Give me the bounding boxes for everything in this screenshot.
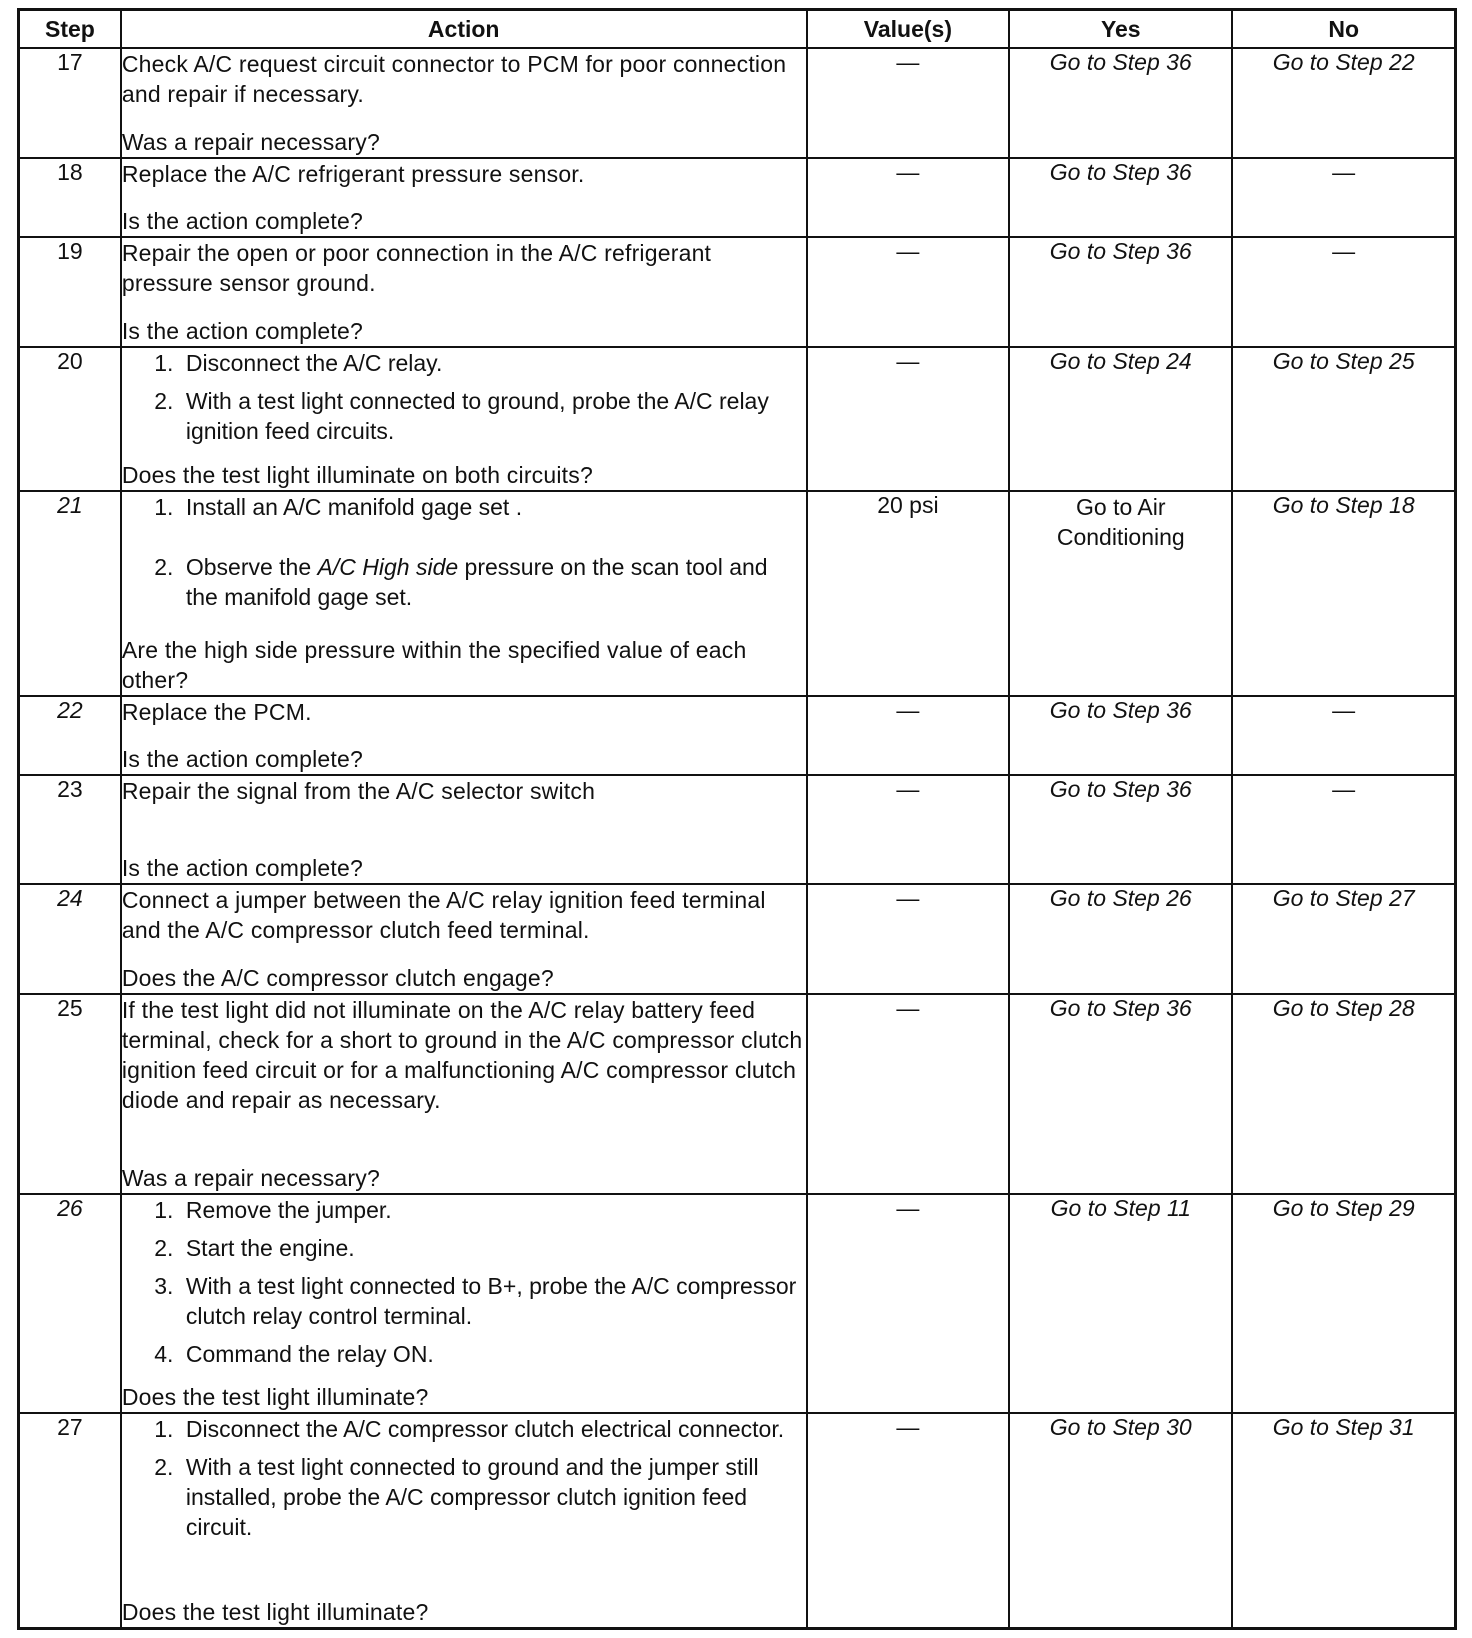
table-row [19,884,1456,994]
no-cell: — [1232,237,1455,347]
no-cell: — [1232,158,1455,238]
value-cell: — [807,158,1010,238]
action-question: Is the action complete? [121,317,363,344]
action-steps [122,1195,806,1369]
action-question: Does the A/C compressor clutch engage? [121,964,554,991]
yes-cell: Go to Step 36 [1009,237,1232,347]
no-cell: — [1232,696,1455,775]
action-step-text: Observe the [185,554,318,581]
table-row [19,48,1456,158]
action-step [180,552,806,612]
table-row [19,696,1456,775]
header-yes: Yes [1009,10,1232,49]
action-step-emphasis: A/C High side [317,554,459,581]
table-row [19,1413,1456,1628]
value-cell: — [807,696,1010,775]
action-step: 1. Remove the jumper. [180,1195,806,1225]
yes-cell: Go to Step 36 [1009,994,1232,1195]
step-number: 20 [19,347,121,492]
table-row [19,158,1456,238]
yes-cell: Go to Air Conditioning [1009,491,1232,696]
action-text: Repair the open or poor connection in the A/C refrigerant pressure sensor ground. [121,240,712,297]
action-cell [121,775,807,885]
table-row [19,775,1456,885]
action-question: Does the test light illuminate? [121,1384,429,1411]
step-number: 26 [19,1194,121,1413]
action-cell [121,158,807,238]
action-question: Was a repair necessary? [121,128,380,155]
step-number: 27 [19,1413,121,1628]
action-cell [121,1413,807,1628]
no-cell: Go to Step 28 [1232,994,1455,1195]
step-number: 21 [19,491,121,696]
action-text: Replace the A/C refrigerant pressure sensor. [121,160,585,187]
action-cell [121,994,807,1195]
action-steps [122,348,806,454]
step-number: 25 [19,994,121,1195]
action-step: 3. With a test light connected to B+, probe the A/C compressor clutch relay control terminal. [180,1271,806,1331]
header-values: Value(s) [807,10,1010,49]
value-cell: — [807,1413,1010,1628]
action-cell [121,696,807,775]
table-row [19,491,1456,696]
yes-cell: Go to Step 30 [1009,1413,1232,1628]
step-number: 24 [19,884,121,994]
value-cell: — [807,347,1010,492]
action-step: 1. Install an A/C manifold gage set . [180,492,806,522]
table-row [19,237,1456,347]
table-row [19,1194,1456,1413]
action-question: Are the high side pressure within the specified value of each other? [121,637,747,694]
action-step: 1. Disconnect the A/C compressor clutch electrical connector. [180,1414,806,1444]
step-number: 17 [19,48,121,158]
header-action: Action [121,10,807,49]
no-cell: — [1232,775,1455,885]
action-step: 2. With a test light connected to ground, probe the A/C relay ignition feed circuits. [180,386,806,446]
table-row [19,994,1456,1195]
yes-cell: Go to Step 36 [1009,775,1232,885]
action-question: Does the test light illuminate? [121,1599,429,1625]
header-no: No [1232,10,1455,49]
step-number: 18 [19,158,121,238]
action-step: 2. Start the engine. [180,1233,806,1263]
action-question: Was a repair necessary? [121,1165,380,1192]
yes-cell: Go to Step 24 [1009,347,1232,492]
value-cell: — [807,884,1010,994]
action-question: Does the test light illuminate on both circuits? [121,462,593,489]
header-step: Step [19,10,121,49]
yes-cell: Go to Step 11 [1009,1194,1232,1413]
action-cell [121,237,807,347]
action-text: Replace the PCM. [121,699,312,726]
action-cell [121,884,807,994]
step-number: 19 [19,237,121,347]
yes-cell: Go to Step 36 [1009,696,1232,775]
action-text: Check A/C request circuit connector to PCM for poor connection and repair if necessary. [121,51,787,107]
value-cell: — [807,48,1010,158]
diagnostic-table [17,8,1457,1630]
action-text: Connect a jumper between the A/C relay ignition feed terminal and the A/C compressor clutch feed terminal. [121,887,766,944]
step-number: 23 [19,775,121,885]
step-number: 22 [19,696,121,775]
action-cell [121,1194,807,1413]
action-step-text: pressure on the scan tool and the manifold gage set. [185,554,768,611]
no-cell: Go to Step 22 [1232,48,1455,158]
table-row [19,347,1456,492]
action-question: Is the action complete? [121,745,363,772]
action-cell [121,491,807,696]
value-cell: — [807,994,1010,1195]
no-cell: Go to Step 27 [1232,884,1455,994]
action-question: Is the action complete? [121,855,363,882]
action-step: 4. Command the relay ON. [180,1339,806,1369]
yes-cell: Go to Step 36 [1009,158,1232,238]
value-cell: — [807,1194,1010,1413]
value-cell: — [807,775,1010,885]
action-cell [121,347,807,492]
action-question: Is the action complete? [121,208,363,235]
yes-cell: Go to Step 36 [1009,48,1232,158]
no-cell: Go to Step 25 [1232,347,1455,492]
no-cell: Go to Step 18 [1232,491,1455,696]
no-cell: Go to Step 31 [1232,1413,1455,1628]
no-cell: Go to Step 29 [1232,1194,1455,1413]
yes-cell: Go to Step 26 [1009,884,1232,994]
action-steps [122,492,806,620]
action-text: If the test light did not illuminate on the A/C relay battery feed terminal, check for a short to ground in the A/C compressor clutch ignition feed circuit or for a malfunctioning A/C compressor clutch diode and repair as necessary. [121,996,803,1113]
action-text: Repair the signal from the A/C selector switch [121,777,596,804]
action-cell [121,48,807,158]
value-cell: 20 psi [807,491,1010,696]
value-cell: — [807,237,1010,347]
header-row [19,10,1456,49]
action-step: 1. Disconnect the A/C relay. [180,348,806,378]
action-steps [122,1414,806,1542]
action-step: 2. With a test light connected to ground and the jumper still installed, probe the A/C compressor clutch ignition feed circuit. [180,1452,806,1542]
